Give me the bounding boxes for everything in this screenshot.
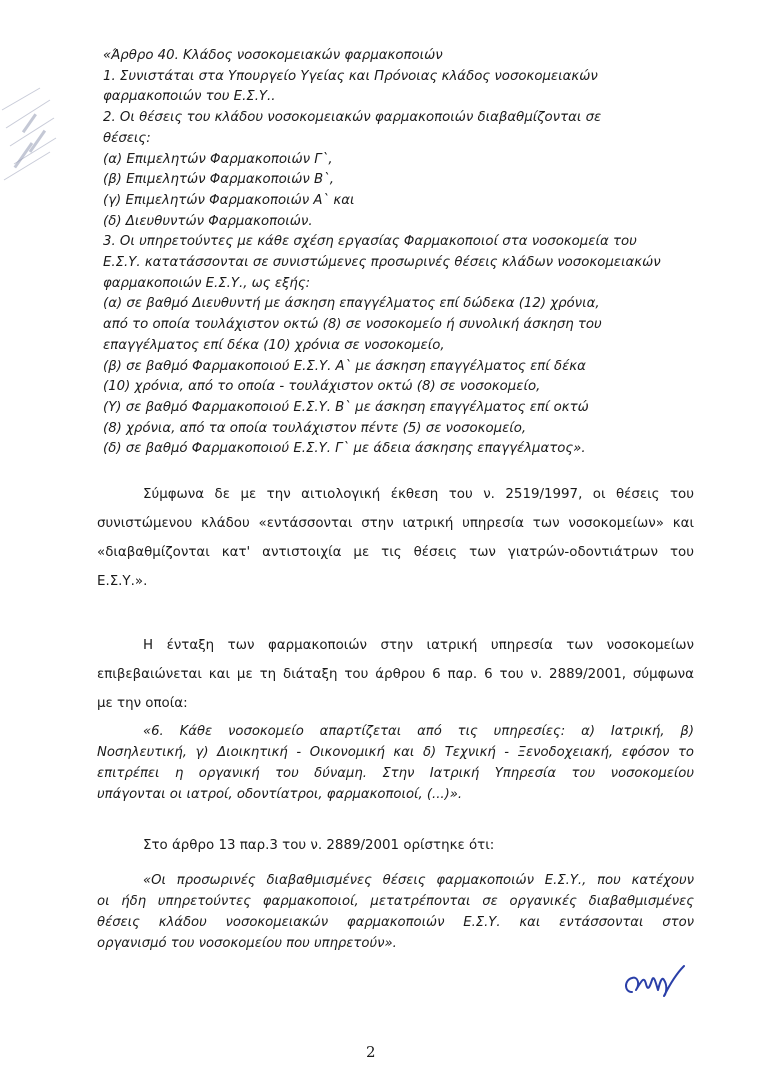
article-line: (γ) Επιμελητών Φαρμακοποιών Α` και [103,192,355,208]
paragraph-line: συνιστώμενου κλάδου «εντάσσονται στην ιατρική υπηρεσία των νοσοκομείων» και [97,516,694,531]
article-line: θέσεις: [103,130,151,146]
paragraph-line: επιβεβαιώνεται και με τη διάταξη του άρθρου 6 παρ. 6 του ν. 2889/2001, σύμφωνα [97,667,694,682]
article-line: φαρμακοποιών Ε.Σ.Υ., ως εξής: [103,275,311,291]
paragraph-line: Σύμφωνα δε με την αιτιολογική έκθεση του ν. 2519/1997, οι θέσεις του [143,487,694,502]
article-line: (δ) Διευθυντών Φαρμακοποιών. [103,213,313,229]
quote-line: «Οι προσωρινές διαβαθμισμένες θέσεις φαρμακοποιών Ε.Σ.Υ., που κατέχουν [143,873,694,888]
article-line: 2. Οι θέσεις του κλάδου νοσοκομειακών φαρμακοποιών διαβαθμίζονται σε [103,110,602,126]
article-line: 3. Οι υπηρετούντες με κάθε σχέση εργασίας Φαρμακοποιοί στα νοσοκομεία του [103,234,637,250]
paragraph-integration [97,631,694,718]
article-line: «Άρθρο 40. Κλάδος νοσοκομειακών φαρμακοποιών [103,48,443,63]
paragraph-line: με την οποία: [97,696,188,711]
paragraph-line: Η ένταξη των φαρμακοποιών στην ιατρική υπηρεσία των νοσοκομείων [143,638,694,653]
quote-line: «6. Κάθε νοσοκομείο απαρτίζεται από τις υπηρεσίες: α) Ιατρική, β) [143,724,694,739]
article-6-quote [97,721,694,805]
article-line: (10) χρόνια, από το οποία - τουλάχιστον οκτώ (8) σε νοσοκομείο, [103,379,541,395]
quote-line: επιτρέπει η οργανική του δύναμη. Στην Ιατρική Υπηρεσία του νοσοκομείου [97,766,694,781]
paragraph-article-13: Στο άρθρο 13 παρ.3 του ν. 2889/2001 ορίστηκε ότι: [143,838,495,853]
handwritten-signature [618,962,690,1002]
article-line: φαρμακοποιών του Ε.Σ.Υ.. [103,89,276,105]
paragraph-line: Ε.Σ.Υ.». [97,574,148,589]
article-line: (β) Επιμελητών Φαρμακοποιών Β`, [103,172,335,188]
article-line: (α) Επιμελητών Φαρμακοποιών Γ`, [103,151,333,167]
article-line: επαγγέλματος επί δέκα (10) χρόνια σε νοσοκομείο, [103,337,445,353]
article-40-quote [103,46,683,460]
quote-line: οι ήδη υπηρετούντες φαρμακοποιοί, μετατρέπονται σε οργανικές διαβαθμισμένες [97,894,694,909]
article-line: Ε.Σ.Υ. κατατάσσονται σε συνιστώμενες προσωρινές θέσεις κλάδων νοσοκομειακών [103,255,661,271]
article-line: (8) χρόνια, από τα οποία τουλάχιστον πέντε (5) σε νοσοκομείο, [103,420,527,436]
paragraph-explanatory-report [97,480,694,596]
article-line: (Υ) σε βαθμό Φαρμακοποιού Ε.Σ.Υ. Β` με άσκηση επαγγέλματος επί οκτώ [103,399,589,415]
article-line: (α) σε βαθμό Διευθυντή με άσκηση επαγγέλματος επί δώδεκα (12) χρόνια, [103,296,600,312]
quote-line: Νοσηλευτική, γ) Διοικητική - Οικονομική και δ) Τεχνική - Ξενοδοχειακή, εφόσον το [97,745,694,760]
article-line: (δ) σε βαθμό Φαρμακοποιού Ε.Σ.Υ. Γ` με άδεια άσκησης επαγγέλματος». [103,441,586,457]
quote-line: υπάγονται οι ιατροί, οδοντίατροι, φαρμακοποιοί, (...)». [97,787,463,802]
article-line: (β) σε βαθμό Φαρμακοποιού Ε.Σ.Υ. Α` με άσκηση επαγγέλματος επί δέκα [103,358,586,374]
quote-line: θέσεις κλάδου νοσοκομειακών φαρμακοποιών Ε.Σ.Υ. και εντάσσονται στον [97,915,694,930]
page-number: 2 [366,1043,376,1061]
article-line: από το οποία τουλάχιστον οκτώ (8) σε νοσοκομείο ή συνολική άσκηση του [103,317,602,333]
paragraph-line: «διαβαθμίζονται κατ' αντιστοιχία με τις θέσεις των γιατρών-οδοντιάτρων του [97,545,694,560]
article-13-quote [97,870,694,954]
article-line: 1. Συνιστάται στα Υπουργείο Υγείας και Πρόνοιας κλάδος νοσοκομειακών [103,68,598,84]
received-stamp [0,80,58,190]
quote-line: οργανισμό του νοσοκομείου που υπηρετούν». [97,936,397,951]
